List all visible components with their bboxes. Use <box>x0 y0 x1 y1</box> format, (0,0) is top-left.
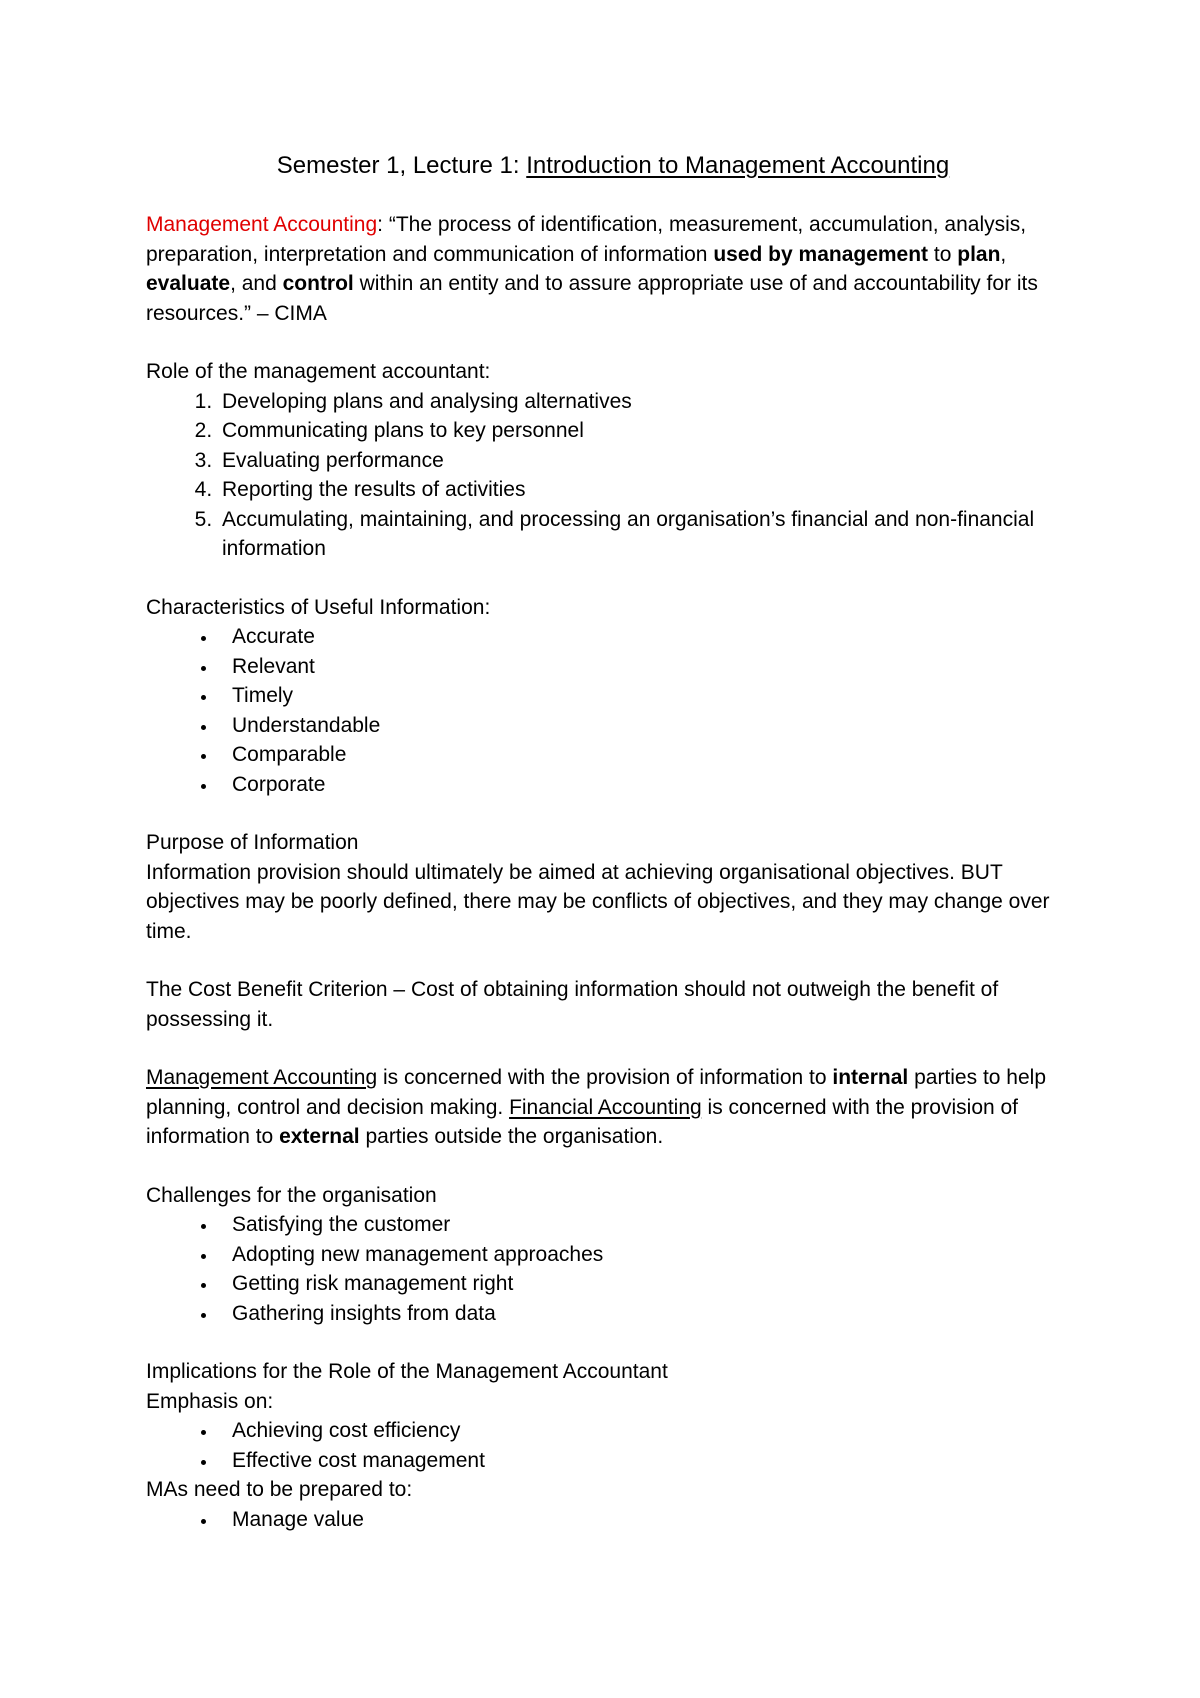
definition-bold: used by management <box>713 242 929 266</box>
list-item: • Gathering insights from data <box>218 1299 1080 1329</box>
challenges-heading: Challenges for the organisation <box>146 1183 437 1207</box>
list-item: • Understandable <box>218 711 1080 741</box>
list-item: • Corporate <box>218 770 1080 800</box>
purpose-text: Information provision should ultimately be aimed at achieving organisational objectives. BUT objectives may be poorly defined, there may be conflicts of objectives, and they may change over time. <box>146 860 1050 943</box>
list-item: • Manage value <box>218 1505 1080 1535</box>
list-item: • Effective cost management <box>218 1446 1080 1476</box>
definition-bold: control <box>282 272 354 295</box>
list-item: 1. Developing plans and analysing alternatives <box>218 387 1080 417</box>
definition-text: to <box>928 242 958 266</box>
definition-text: , <box>1000 242 1007 266</box>
definition-text: “The process of identification, measurement, accumulation, analysis, preparation, interpretation and communication of information <box>146 213 1027 266</box>
comparison-text: is concerned with the provision of information to <box>146 1095 1019 1148</box>
definition-bold: evaluate <box>146 272 231 295</box>
characteristics-heading: Characteristics of Useful Information: <box>146 595 491 619</box>
list-item: 5. Accumulating, maintaining, and processing an organisation’s financial and non-financial information <box>218 505 1080 564</box>
comparison-text: parties to help planning, control and decision making. <box>146 1066 1047 1119</box>
emphasis-list <box>146 1416 1080 1475</box>
definition-text: , and <box>230 272 283 295</box>
list-item: 2. Communicating plans to key personnel <box>218 416 1080 446</box>
title-main: Introduction to Management Accounting <box>526 152 950 179</box>
list-item: 3. Evaluating performance <box>218 446 1080 476</box>
title-prefix: Semester 1, Lecture 1: <box>276 152 527 179</box>
definition-text: within an entity and to assure appropriate use of and accountability for its resources.” – CIMA <box>146 272 1038 325</box>
list-item: • Relevant <box>218 652 1080 682</box>
implications-heading: Implications for the Role of the Management Accountant <box>146 1360 668 1383</box>
purpose-heading: Purpose of Information <box>146 831 359 854</box>
definition-bold: plan <box>957 242 1001 266</box>
list-item: • Achieving cost efficiency <box>218 1416 1080 1446</box>
cost-benefit-text: The Cost Benefit Criterion – Cost of obtaining information should not outweigh the benefit of possessing it. <box>146 978 999 1031</box>
definition-paragraph <box>146 210 1080 328</box>
role-heading: Role of the management accountant: <box>146 360 491 383</box>
list-item: 4. Reporting the results of activities <box>218 475 1080 505</box>
financial-accounting-term: Financial Accounting <box>509 1095 702 1119</box>
list-item: • Accurate <box>218 622 1080 652</box>
prepared-label: MAs need to be prepared to: <box>146 1478 413 1501</box>
external-bold: external <box>279 1125 360 1148</box>
management-accounting-term: Management Accounting <box>146 1066 378 1089</box>
characteristics-list <box>146 622 1080 799</box>
definition-term: Management Accounting <box>146 213 378 236</box>
definition-colon: : <box>377 213 389 236</box>
challenges-list <box>146 1210 1080 1328</box>
list-item: • Adopting new management approaches <box>218 1240 1080 1270</box>
comparison-text: is concerned with the provision of information to <box>377 1066 833 1089</box>
prepared-list <box>146 1505 1080 1535</box>
list-item: • Comparable <box>218 740 1080 770</box>
page-title <box>146 150 1080 182</box>
emphasis-label: Emphasis on: <box>146 1389 274 1413</box>
comparison-text: parties outside the organisation. <box>359 1125 664 1148</box>
list-item: • Satisfying the customer <box>218 1210 1080 1240</box>
role-list <box>146 387 1080 564</box>
comparison-paragraph <box>146 1063 1080 1152</box>
list-item: • Getting risk management right <box>218 1269 1080 1299</box>
list-item: • Timely <box>218 681 1080 711</box>
internal-bold: internal <box>832 1066 909 1089</box>
